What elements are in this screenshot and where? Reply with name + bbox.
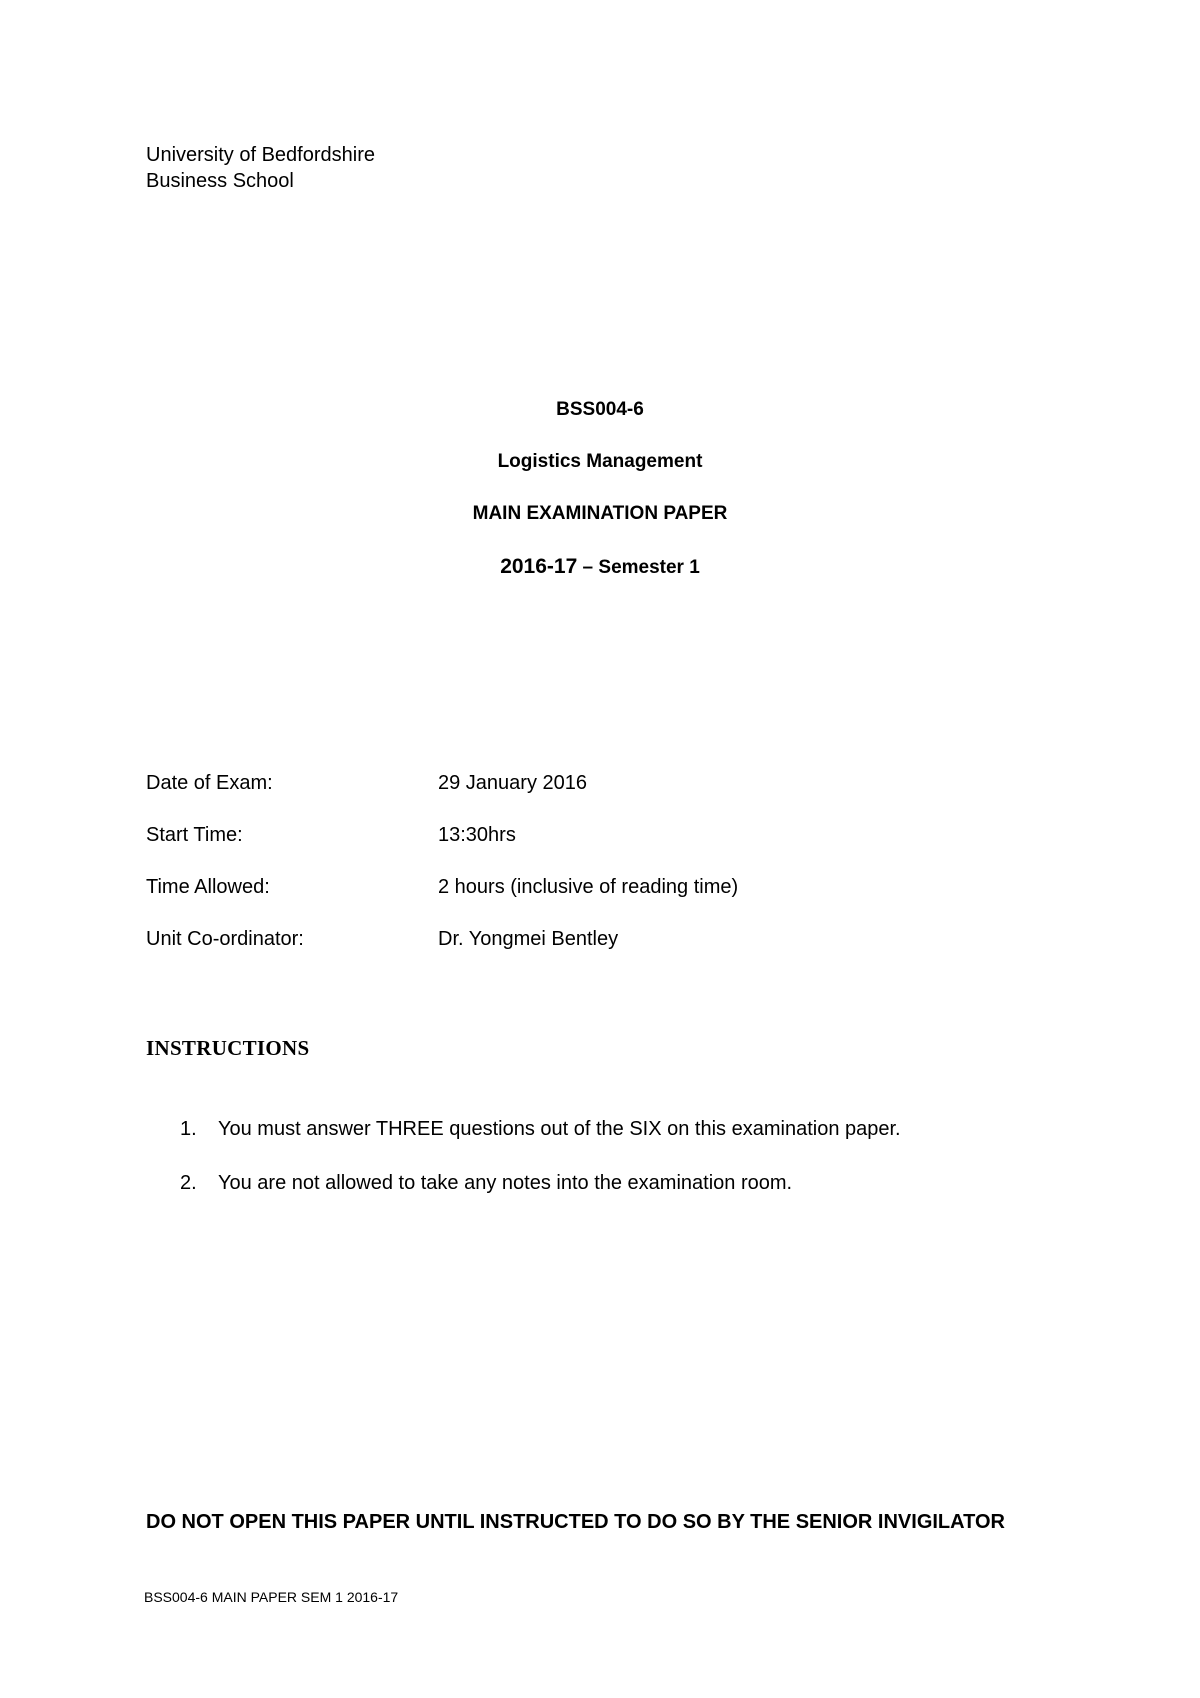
unit-code: BSS004-6 — [556, 399, 644, 420]
instruction-number: 2. — [180, 1172, 197, 1194]
session-separator: – — [577, 557, 599, 578]
university-name: University of Bedfordshire — [146, 144, 375, 166]
paper-type: MAIN EXAMINATION PAPER — [472, 503, 728, 524]
semester: Semester 1 — [598, 557, 700, 578]
instructions-heading: INSTRUCTIONS — [146, 1036, 310, 1060]
detail-value: Dr. Yongmei Bentley — [438, 928, 619, 950]
exam-session — [0, 555, 1200, 579]
academic-year: 2016-17 — [500, 555, 578, 578]
instruction-text: You must answer THREE questions out of the SIX on this examination paper. — [218, 1118, 901, 1140]
detail-label: Start Time: — [146, 824, 243, 846]
detail-value: 29 January 2016 — [438, 772, 588, 794]
detail-value: 2 hours (inclusive of reading time) — [438, 876, 739, 898]
detail-label: Time Allowed: — [146, 876, 270, 898]
instruction-text: You are not allowed to take any notes into the examination room. — [218, 1172, 793, 1194]
unit-name: Logistics Management — [497, 451, 703, 472]
instruction-number: 1. — [180, 1118, 197, 1140]
page-footer: BSS004-6 MAIN PAPER SEM 1 2016-17 — [144, 1589, 399, 1605]
institution-header — [146, 142, 375, 194]
detail-label: Date of Exam: — [146, 772, 273, 794]
do-not-open-warning: DO NOT OPEN THIS PAPER UNTIL INSTRUCTED TO DO SO BY THE SENIOR INVIGILATOR — [146, 1511, 1005, 1533]
detail-value: 13:30hrs — [438, 824, 516, 846]
detail-label: Unit Co-ordinator: — [146, 928, 304, 950]
school-name: Business School — [146, 170, 294, 192]
